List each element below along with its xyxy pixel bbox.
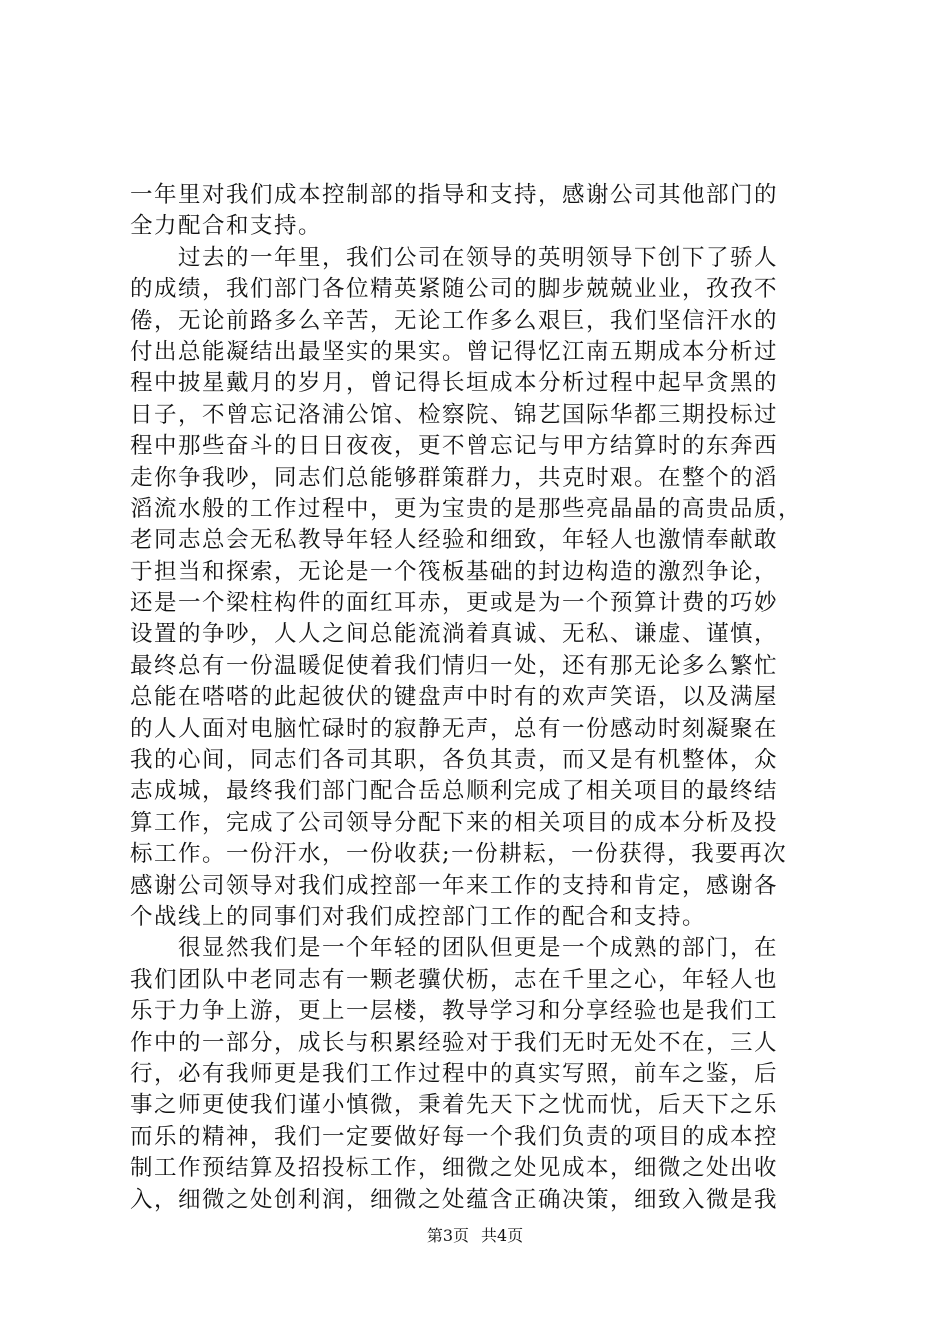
text-line: 标工作。一份汗水，一份收获;一份耕耘，一份获得，我要再次 xyxy=(130,841,788,868)
text-line: 的成绩，我们部门各位精英紧随公司的脚步兢兢业业，孜孜不 xyxy=(130,276,779,303)
text-line: 设置的争吵，人人之间总能流淌着真诚、无私、谦虚、谨慎， xyxy=(130,621,779,648)
text-line: 作中的一部分，成长与积累经验对于我们无时无处不在，三人 xyxy=(130,1029,779,1056)
text-line: 我的心间，同志们各司其职，各负其责，而又是有机整体，众 xyxy=(130,747,779,774)
text-line: 走你争我吵，同志们总能够群策群力，共克时艰。在整个的滔 xyxy=(130,464,779,491)
text-line: 总能在嗒嗒的此起彼伏的键盘声中时有的欢声笑语，以及满屋 xyxy=(130,684,779,711)
text-line: 于担当和探索，无论是一个筏板基础的封边构造的激烈争论， xyxy=(130,558,779,585)
text-line: 入，细微之处创利润，细微之处蕴含正确决策，细致入微是我 xyxy=(130,1186,779,1213)
body-text xyxy=(130,180,834,1216)
text-line: 很显然我们是一个年轻的团队但更是一个成熟的部门，在 xyxy=(130,935,779,962)
text-line: 倦，无论前路多么辛苦，无论工作多么艰巨，我们坚信汗水的 xyxy=(130,307,779,334)
text-line: 最终总有一份温暖促使着我们情归一处，还有那无论多么繁忙 xyxy=(130,652,779,679)
text-line: 制工作预结算及招投标工作，细微之处见成本，细微之处出收 xyxy=(130,1155,779,1182)
text-line: 我们团队中老同志有一颗老骥伏枥，志在千里之心，年轻人也 xyxy=(130,966,779,993)
text-line: 个战线上的同事们对我们成控部门工作的配合和支持。 xyxy=(130,903,707,930)
text-line: 付出总能凝结出最坚实的果实。曾记得忆江南五期成本分析过 xyxy=(130,338,779,365)
page-number: 第3页 xyxy=(426,1226,469,1245)
text-line: 一年里对我们成本控制部的指导和支持，感谢公司其他部门的 xyxy=(130,182,779,208)
text-line: 老同志总会无私教导年轻人经验和细致，年轻人也激情奉献敢 xyxy=(130,527,779,554)
text-line: 程中披星戴月的岁月，曾记得长垣成本分析过程中起早贪黑的 xyxy=(130,370,779,397)
text-line: 事之师更使我们谨小慎微，秉着先天下之忧而忧，后天下之乐 xyxy=(130,1092,779,1119)
text-line: 还是一个梁柱构件的面红耳赤，更或是为一个预算计费的巧妙 xyxy=(130,590,779,617)
text-line: 过去的一年里，我们公司在领导的英明领导下创下了骄人 xyxy=(130,244,779,271)
page-footer xyxy=(0,1226,950,1246)
text-line: 乐于力争上游，更上一层楼，教导学习和分享经验也是我们工 xyxy=(130,998,779,1025)
text-line: 滔流水般的工作过程中，更为宝贵的是那些亮晶晶的高贵品质， xyxy=(130,495,803,522)
text-line: 感谢公司领导对我们成控部一年来工作的支持和肯定，感谢各 xyxy=(130,872,779,899)
text-line: 全力配合和支持。 xyxy=(130,213,323,240)
text-line: 的人人面对电脑忙碌时的寂静无声，总有一份感动时刻凝聚在 xyxy=(130,715,779,742)
text-line: 程中那些奋斗的日日夜夜，更不曾忘记与甲方结算时的东奔西 xyxy=(130,433,779,460)
text-line: 而乐的精神，我们一定要做好每一个我们负责的项目的成本控 xyxy=(130,1123,779,1150)
text-line: 算工作，完成了公司领导分配下来的相关项目的成本分析及投 xyxy=(130,809,779,836)
text-line: 志成城，最终我们部门配合岳总顺利完成了相关项目的最终结 xyxy=(130,778,779,805)
text-line: 行，必有我师更是我们工作过程中的真实写照，前车之鉴，后 xyxy=(130,1060,779,1087)
page-total: 共4页 xyxy=(481,1226,524,1245)
text-line: 日子，不曾忘记洛浦公馆、检察院、锦艺国际华都三期投标过 xyxy=(130,401,779,428)
